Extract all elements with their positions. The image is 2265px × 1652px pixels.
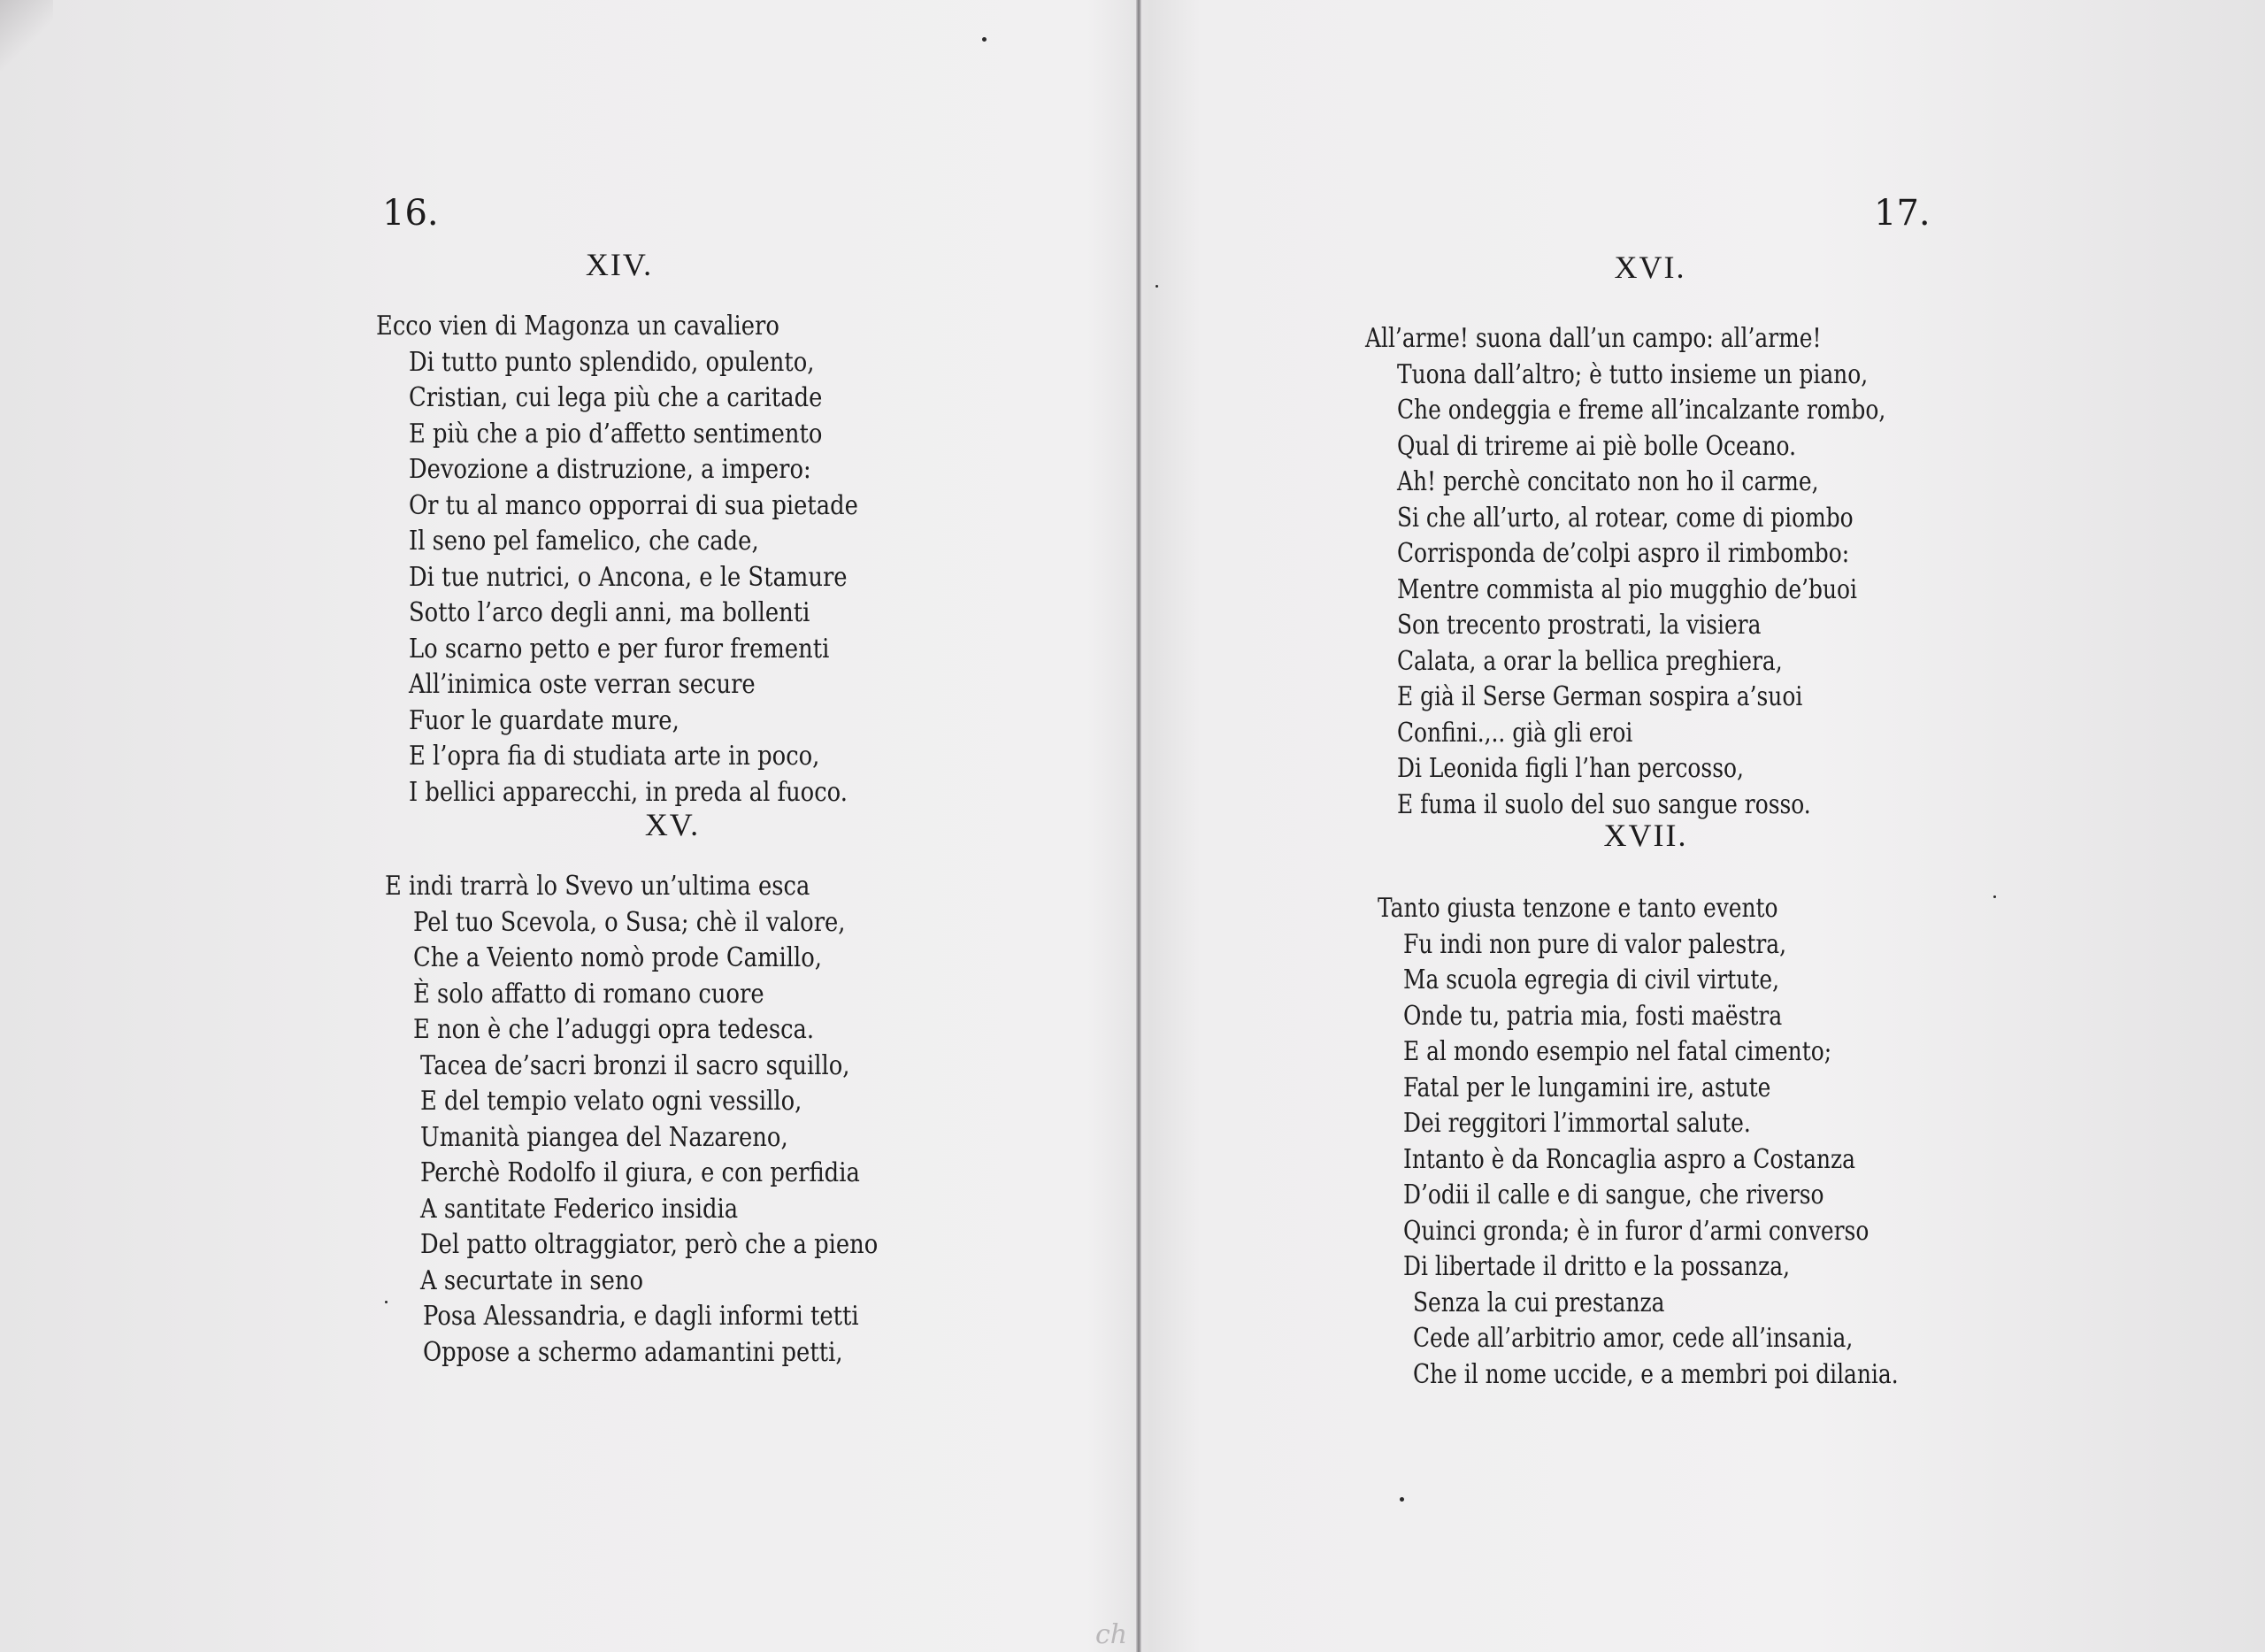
verse-line: Del patto oltraggiator, però che a pieno	[420, 1229, 879, 1260]
verse-line: Posa Alessandria, e dagli informi tetti	[423, 1301, 859, 1332]
verse-line: Quinci gronda; è in furor d’armi converso	[1403, 1215, 1870, 1247]
verse-line: Fatal per le lungamini ire, astute	[1403, 1072, 1771, 1103]
stanza-xiv	[376, 309, 932, 811]
stanza-heading-xv: XV.	[644, 807, 701, 842]
pencil-mark: ch	[1095, 1619, 1128, 1650]
verse-line: Oppose a schermo adamantini petti,	[423, 1336, 843, 1368]
stanza-heading-xiv: XIV.	[585, 247, 654, 282]
verse-line: Qual di trireme ai piè bolle Oceano.	[1397, 430, 1797, 462]
ink-speck	[1993, 895, 1996, 898]
verse-line: E del tempio velato ogni vessillo,	[420, 1086, 802, 1117]
stanza-xv	[385, 869, 952, 1371]
verse-line: Umanità piangea del Nazareno,	[420, 1121, 788, 1153]
verse-line: Intanto è da Roncaglia aspro a Costanza	[1403, 1143, 1856, 1175]
verse-line: Cristian, cui lega più che a caritade	[409, 382, 823, 413]
verse-line: E al mondo esempio nel fatal cimento;	[1403, 1036, 1832, 1067]
verse-line: Confini.,.. già gli eroi	[1397, 717, 1633, 749]
verse-line: Dei reggitori l’immortal salute.	[1403, 1108, 1751, 1139]
verse-line: Or tu al manco opporrai di sua pietade	[409, 489, 858, 521]
verse-line: Devozione a distruzione, a impero:	[409, 454, 811, 485]
right-page	[1141, 0, 2265, 1652]
verse-line: E già il Serse German sospira a’suoi	[1397, 681, 1803, 712]
verse-line: Senza la cui prestanza	[1413, 1287, 1665, 1318]
verse-line: Calata, a orar la bellica preghiera,	[1397, 645, 1783, 677]
verse-line: Sotto l’arco degli anni, ma bollenti	[409, 597, 810, 628]
stanza-heading-xvii: XVII.	[1603, 818, 1688, 853]
verse-line: E non è che l’aduggi opra tedesca.	[413, 1014, 815, 1045]
verse-line: A santitate Federico insidia	[420, 1193, 739, 1225]
verse-line: All’arme! suona dall’un campo: all’arme!	[1365, 323, 1822, 354]
verse-line: Son trecento prostrati, la visiera	[1397, 610, 1762, 641]
verse-line: I bellici apparecchi, in preda al fuoco.	[409, 776, 848, 808]
verse-line: Ma scuola egregia di civil virtute,	[1403, 964, 1779, 995]
verse-line: Tacea de’sacri bronzi il sacro squillo,	[420, 1049, 850, 1081]
verse-line: Di tutto punto splendido, opulento,	[409, 346, 815, 378]
verse-line: Onde tu, patria mia, fosti maëstra	[1403, 1000, 1783, 1032]
verse-line: Mentre commista al pio mugghio de’buoi	[1397, 573, 1857, 605]
stanza-heading-xvi: XVI.	[1614, 250, 1686, 285]
stanza-xvi	[1365, 321, 1985, 823]
verse-line: Ecco vien di Magonza un cavaliero	[376, 311, 779, 342]
ink-speck	[982, 37, 987, 42]
verse-line: Corrisponda de’colpi aspro il rimbombo:	[1397, 538, 1850, 569]
verse-line: Di Leonida figli l’han percosso,	[1397, 753, 1744, 784]
verse-line: Di libertade il dritto e la possanza,	[1403, 1251, 1790, 1282]
verse-line: Ah! perchè concitato non ho il carme,	[1397, 466, 1819, 497]
verse-line: E l’opra fia di studiata arte in poco,	[409, 741, 820, 772]
page-number-right: 17.	[1874, 193, 1931, 234]
verse-line: Si che all’urto, al rotear, come di piombo	[1397, 502, 1854, 534]
ink-speck	[385, 1301, 388, 1303]
stanza-xvii	[1378, 891, 1998, 1393]
ink-speck	[1400, 1497, 1404, 1502]
verse-line: Che a Veiento nomò prode Camillo,	[413, 942, 822, 973]
verse-line: D’odii il calle e di sangue, che riverso	[1403, 1179, 1824, 1210]
verse-line: Pel tuo Scevola, o Susa; chè il valore,	[413, 906, 846, 938]
verse-line: Che ondeggia e freme all’incalzante rombo,	[1397, 395, 1886, 426]
verse-line: E fuma il suolo del suo sangue rosso.	[1397, 788, 1811, 820]
verse-line: A securtate in seno	[420, 1264, 644, 1296]
verse-line: E indi trarrà lo Svevo un’ultima esca	[385, 871, 810, 902]
verse-line: Fuor le guardate mure,	[409, 704, 680, 736]
verse-line: Che il nome uccide, e a membri poi dilania.	[1413, 1358, 1899, 1390]
verse-line: Lo scarno petto e per furor frementi	[409, 633, 830, 665]
verse-line: Perchè Rodolfo il giura, e con perfidia	[420, 1157, 860, 1188]
ink-speck	[1156, 285, 1158, 288]
verse-line: Il seno pel famelico, che cade,	[409, 526, 759, 557]
verse-line: E più che a pio d’affetto sentimento	[409, 418, 823, 449]
verse-line: Fu indi non pure di valor palestra,	[1403, 928, 1787, 960]
page-number-left: 16.	[382, 193, 439, 234]
verse-line: Di tue nutrici, o Ancona, e le Stamure	[409, 561, 848, 593]
verse-line: All’inimica oste verran secure	[409, 669, 756, 700]
verse-line: Cede all’arbitrio amor, cede all’insania,	[1413, 1323, 1854, 1354]
verse-line: Tuona dall’altro; è tutto insieme un piano,	[1397, 358, 1869, 390]
verse-line: È solo affatto di romano cuore	[413, 978, 764, 1010]
verse-line: Tanto giusta tenzone e tanto evento	[1378, 893, 1778, 924]
